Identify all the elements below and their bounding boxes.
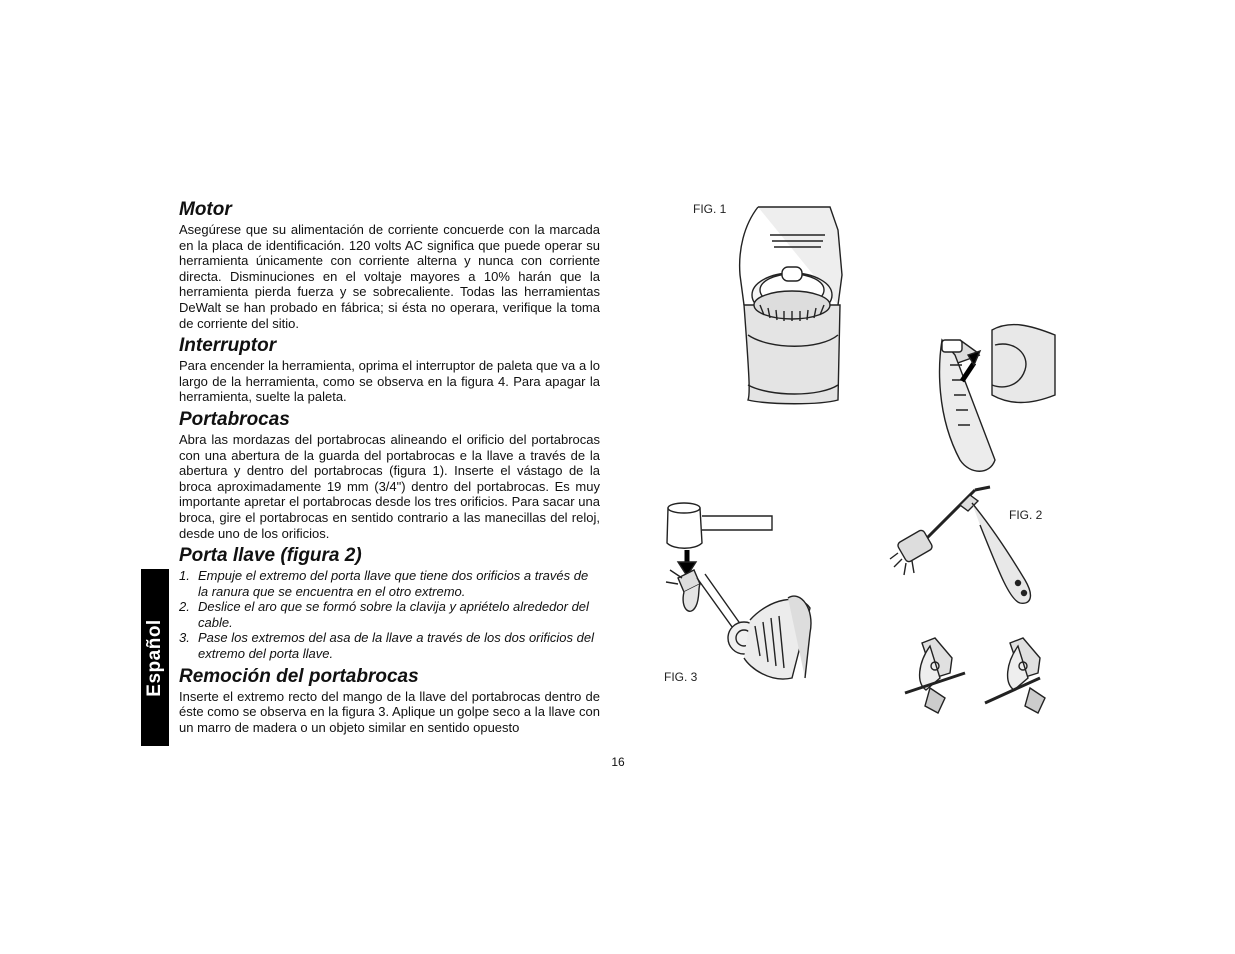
language-tab-label: Español: [144, 618, 165, 697]
list-item: [179, 599, 600, 630]
list-item: [179, 568, 600, 599]
section-paragraph: Abra las mordazas del portabrocas alineando el orificio del portabrocas con una abertura de la guarda del portabrocas e la llave a través de la abertura y dentro del portabrocas (figura 1). Inserte el vástago de la broca aproximadamente 19 mm (3/4") dentro del portabrocas. Es muy importante apretar el portabrocas desde los tres orificios. Para sacar una broca, gire el portabrocas en sentido contrario a las manecillas del reloj, desde uno de los orificios.: [179, 431, 600, 541]
step-text: Pase los extremos del asa de la llave a través de los dos orificios del extremo del porta llave.: [198, 630, 594, 662]
fig1-label: FIG. 1: [693, 202, 727, 216]
section-title: Motor: [179, 199, 232, 220]
text-column: [179, 198, 600, 738]
step-number: 2.: [179, 599, 190, 615]
section-paragraph: Inserte el extremo recto del mango de la llave del portabrocas dentro de éste como se observa en la figura 3. Aplique un golpe seco a la llave con un marro de madera o un objeto similar en sentido opuesto: [179, 688, 600, 735]
steps-list: [179, 568, 600, 662]
step-text: Deslice el aro que se formó sobre la clavija y apriételo alrededor del cable.: [198, 599, 589, 630]
language-side-tab: [141, 569, 169, 746]
section-title: Porta llave (figura 2): [179, 545, 362, 567]
section-paragraph: Para encender la herramienta, oprima el interruptor de paleta que va a lo largo de la herramienta, como se observa en la figura 4. Para apagar la herramienta, suelte la paleta.: [179, 358, 600, 405]
section-motor: [179, 198, 600, 331]
section-title: Remoción del portabrocas: [179, 665, 419, 687]
section-interruptor: [179, 334, 600, 405]
fig3-chuck-removal-illustration: [660, 498, 1070, 723]
section-title: Portabrocas: [179, 408, 290, 430]
fig2-label: FIG. 2: [1009, 508, 1043, 522]
section-porta-llave: [179, 544, 600, 662]
step-text: Empuje el extremo del porta llave que tiene dos orificios a través de la ranura que se encuentra en el otro extremo.: [198, 568, 589, 599]
step-number: 1.: [179, 568, 190, 584]
section-portabrocas: [179, 408, 600, 541]
page-number: 16: [611, 755, 625, 769]
step-number: 3.: [179, 630, 190, 646]
section-title: Interruptor: [179, 335, 277, 357]
fig3-label: FIG. 3: [664, 670, 698, 684]
fig1-drill-chuck-illustration: [730, 205, 1060, 475]
section-paragraph: Asegúrese que su alimentación de corriente concuerde con la marcada en la placa de identificación. 120 volts AC significa que puede operar su herramienta únicamente con corriente alterna y nunca con corriente directa. Disminuciones en el voltaje mayores a 10% harán que la herramienta pierda fuerza y se sobrecaliente. Todas las herramientas DeWalt se han probado en fábrica; si ésta no operara, verifique la toma de corriente del sitio.: [179, 222, 600, 331]
section-remocion: [179, 665, 600, 736]
list-item: [179, 630, 600, 661]
